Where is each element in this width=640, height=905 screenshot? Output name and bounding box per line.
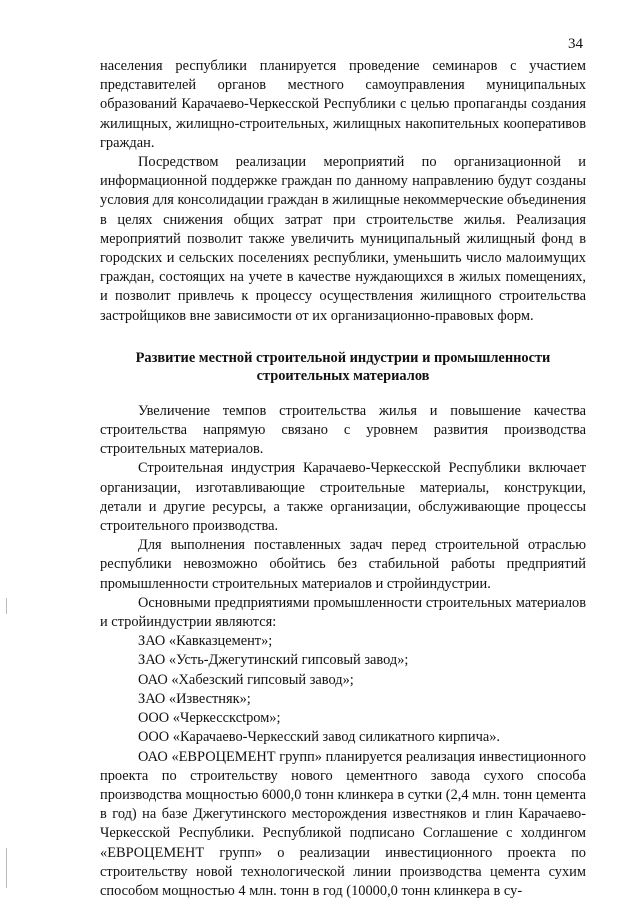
- list-item: ЗАО «Усть-Джегутинский гипсовый завод»;: [138, 652, 409, 669]
- paragraph: Строительная индустрия Карачаево-Черкесской Республики включает организации, изготавливающие строительные материалы, конструкции, детали и другие ресурсы, а также организации, обслуживающие процессы строительного производства.: [100, 460, 586, 535]
- enterprise-list: [100, 632, 586, 747]
- paragraph: Посредством реализации мероприятий по организационной и информационной поддержке граждан по данному направлению будут созданы условия для консолидации граждан в жилищные некоммерческие объединения в целях снижения общих затрат при строительстве жилья. Реализация мероприятий позволит также увеличить муниципальный жилищный фонд в городских и сельских поселениях республики, уменьшить число малоимущих граждан, состоящих на учете в качестве нуждающихся в жилых помещениях, и позволит привлечь к процессу осуществления жилищного строительства застройщиков вне зависимости от их организационно-правовых форм.: [100, 154, 586, 324]
- paragraph: Основными предприятиями промышленности строительных материалов и стройиндустрии являются:: [100, 594, 586, 631]
- list-item: ОАО «Хабезский гипсовый завод»;: [138, 671, 354, 688]
- list-item: ООО «Карачаево-Черкесский завод силикатного кирпича».: [138, 729, 501, 746]
- margin-mark: [6, 598, 7, 614]
- document-body: [100, 57, 586, 901]
- section-heading: Развитие местной строительной индустрии и промышленности строительных материалов: [135, 349, 551, 385]
- paragraph: населения республики планируется проведение семинаров с участием представителей органов местного самоуправления муниципальных образований Карачаево-Черкесской Республики с целью пропаганды создания жилищных, жилищно-строительных, жилищных накопительных кооперативов граждан.: [100, 58, 586, 151]
- margin-mark: [6, 848, 7, 888]
- paragraph: Увеличение темпов строительства жилья и повышение качества строительства напрямую связано с уровнем развития производства строительных материалов.: [100, 402, 586, 458]
- list-item: ЗАО «Известняк»;: [138, 690, 251, 707]
- paragraph: Для выполнения поставленных задач перед строительной отраслью республики невозможно обойтись без стабильной работы предприятий промышленности строительных материалов и стройиндустрии.: [100, 537, 586, 592]
- paragraph: ОАО «ЕВРОЦЕМЕНТ групп» планируется реализация инвестиционного проекта по строительству нового цементного завода сухого способа производства мощностью 6000,0 тонн клинкера в сутки (2,4 млн. тонн цемента в год) на базе Джегутинского месторождения известняков и глин Карачаево-Черкесской Республики. Республикой подписано Соглашение с холдингом «ЕВРОЦЕМЕНТ групп» о реализации инвестиционного проекта по строительству новой технологической линии производства цемента сухим способом мощностью 4 млн. тонн в год (10000,0 тонн клинкера в су-: [100, 748, 586, 899]
- list-item: ООО «Черкессксtром»;: [138, 710, 281, 727]
- page-number: 34: [568, 36, 583, 52]
- list-item: ЗАО «Кавказцемент»;: [138, 633, 273, 650]
